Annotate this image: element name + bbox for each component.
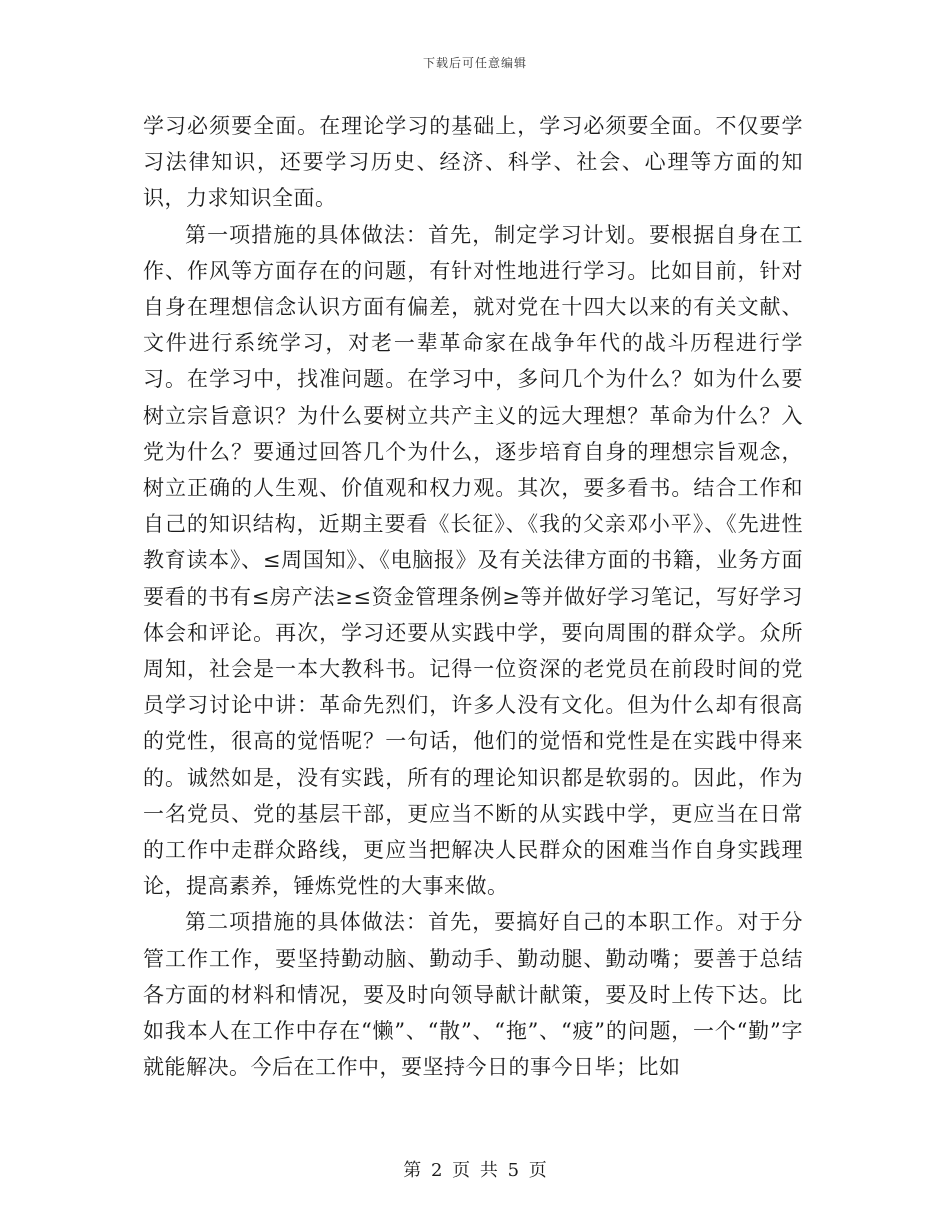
paragraph-2: 第一项措施的具体做法：首先，制定学习计划。要根据自身在工作、作风等方面存在的问题，有针对性地进行学习。比如目前，针对自身在理想信念认识方面有偏差，就对党在十四大以来的有关文献、文件进行系统学习，对老一辈革命家在战争年代的战斗历程进行学习。在学习中，找准问题。在学习中，多问几个为什么？如为什么要树立宗旨意识？为什么要树立共产主义的远大理想？革命为什么？入党为什么？要通过回答几个为什么，逐步培育自身的理想宗旨观念，树立正确的人生观、价值观和权力观。其次，要多看书。结合工作和自己的知识结构，近期主要看《长征》、《我的父亲邓小平》、《先进性教育读本》、≤周国知》、《电脑报》及有关法律方面的书籍，业务方面要看的书有≤房产法≥≤资金管理条例≥等并做好学习笔记，写好学习体会和评论。再次，学习还要从实践中学，要向周围的群众学。众所周知，社会是一本大教科书。记得一位资深的老党员在前段时间的党员学习讨论中讲：革命先烈们，许多人没有文化。但为什么却有很高的党性，很高的觉悟呢？一句话，他们的觉悟和党性是在实践中得来的。诚然如是，没有实践，所有的理论知识都是软弱的。因此，作为一名党员、党的基层干部，更应当不断的从实践中学，更应当在日常的工作中走群众路线，更应当把解决人民群众的困难当作自身实践理论，提高素养，锤炼党性的大事来做。 — [143, 222, 803, 899]
page-number-footer: 第 2 页 共 5 页 — [403, 1160, 547, 1181]
paragraph-1: 学习必须要全面。在理论学习的基础上，学习必须要全面。不仅要学习法律知识，还要学习历史、经济、科学、社会、心理等方面的知识，力求知识全面。 — [143, 114, 803, 211]
page-header: 下载后可任意编辑 — [422, 56, 527, 70]
document-body — [143, 108, 803, 1085]
paragraph-3: 第二项措施的具体做法：首先，要搞好自己的本职工作。对于分管工作工作，要坚持勤动脑、勤动手、勤动腿、勤动嘴；要善于总结各方面的材料和情况，要及时向领导献计献策，要及时上传下达。比如我本人在工作中存在“懒”、“散”、“拖”、“疲”的问题，一个“勤”字就能解决。今后在工作中，要坚持今日的事今日毕；比如 — [143, 910, 803, 1080]
